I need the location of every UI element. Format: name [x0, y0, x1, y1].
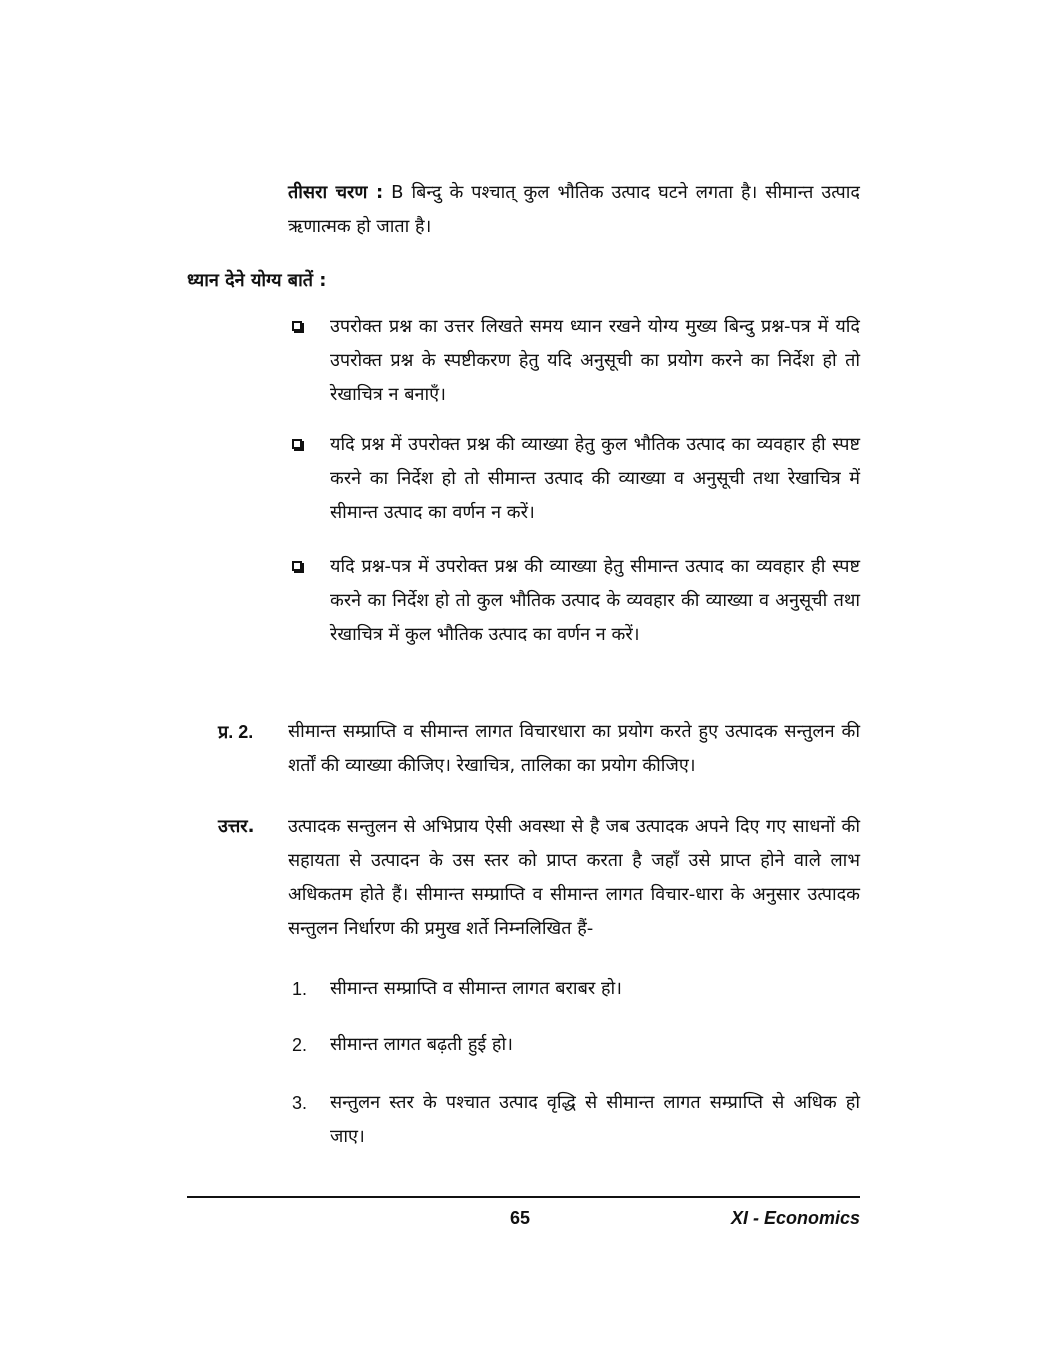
- condition-item: [292, 1028, 860, 1062]
- condition-item: [292, 972, 860, 1006]
- condition-number: 3.: [292, 1093, 308, 1113]
- note-item: [292, 310, 860, 410]
- condition-text: सन्तुलन स्तर के पश्चात उत्पाद वृद्धि से सीमान्त लागत सम्प्राप्ति से अधिक हो जाए।: [330, 1092, 860, 1147]
- condition-text: सीमान्त लागत बढ़ती हुई हो।: [330, 1034, 513, 1055]
- note-item: [292, 550, 860, 686]
- condition-number: 1.: [292, 979, 308, 999]
- condition-text: सीमान्त सम्प्राप्ति व सीमान्त लागत बराबर हो।: [330, 978, 622, 999]
- question-text: सीमान्त सम्प्राप्ति व सीमान्त लागत विचारधारा का प्रयोग करते हुए उत्पादक सन्तुलन की शर्तों की व्याख्या कीजिए। रेखाचित्र, तालिका का प्रयोग कीजिए।: [288, 721, 860, 776]
- note-item-text: उपरोक्त प्रश्न का उत्तर लिखते समय ध्यान रखने योग्य मुख्य बिन्दु प्रश्न-पत्र में यदि उपरोक्त प्रश्न के स्पष्टीकरण हेतु यदि अनुसूची का प्रयोग करने का निर्देश हो तो रेखाचित्र न बनाएँ।: [330, 316, 860, 405]
- condition-number: 2.: [292, 1035, 308, 1055]
- note-item: [292, 428, 860, 528]
- checkbox-bullet-icon: [292, 439, 302, 449]
- footer-divider: [187, 1196, 860, 1198]
- third-stage-paragraph: [288, 176, 860, 244]
- page-number: 65: [509, 1208, 531, 1228]
- book-title: XI - Economics: [730, 1208, 860, 1228]
- third-stage-text: B बिन्दु के पश्चात् कुल भौतिक उत्पाद घटने लगता है। सीमान्त उत्पाद ऋणात्मक हो जाता है।: [288, 182, 860, 237]
- notes-heading: ध्यान देने योग्य बातें :: [187, 270, 327, 291]
- answer-label: उत्तर.: [218, 816, 255, 837]
- note-item-text: यदि प्रश्न में उपरोक्त प्रश्न की व्याख्या हेतु कुल भौतिक उत्पाद का व्यवहार ही स्पष्ट करने का निर्देश हो तो सीमान्त उत्पाद की व्याख्या व अनुसूची तथा रेखाचित्र में सीमान्त उत्पाद का वर्णन न करें।: [330, 434, 860, 523]
- third-stage-label: तीसरा चरण :: [288, 182, 384, 203]
- checkbox-bullet-icon: [292, 561, 302, 571]
- checkbox-bullet-icon: [292, 321, 302, 331]
- condition-item: [292, 1086, 860, 1156]
- answer-text: उत्पादक सन्तुलन से अभिप्राय ऐसी अवस्था से है जब उत्पादक अपने दिए गए साधनों की सहायता से उत्पादन के उस स्तर को प्राप्त करता है जहाँ उसे प्राप्त होने वाले लाभ अधिकतम होते हैं। सीमान्त सम्प्राप्ति व सीमान्त लागत विचार-धारा के अनुसार उत्पादक सन्तुलन निर्धारण की प्रमुख शर्ते निम्नलिखित हैं-: [288, 816, 860, 939]
- question-label: प्र. 2.: [218, 722, 254, 742]
- note-item-text: यदि प्रश्न-पत्र में उपरोक्त प्रश्न की व्याख्या हेतु सीमान्त उत्पाद का व्यवहार ही स्पष्ट करने का निर्देश हो तो कुल भौतिक उत्पाद के व्यवहार की व्याख्या व अनुसूची तथा रेखाचित्र में कुल भौतिक उत्पाद का वर्णन न करें।: [330, 556, 860, 645]
